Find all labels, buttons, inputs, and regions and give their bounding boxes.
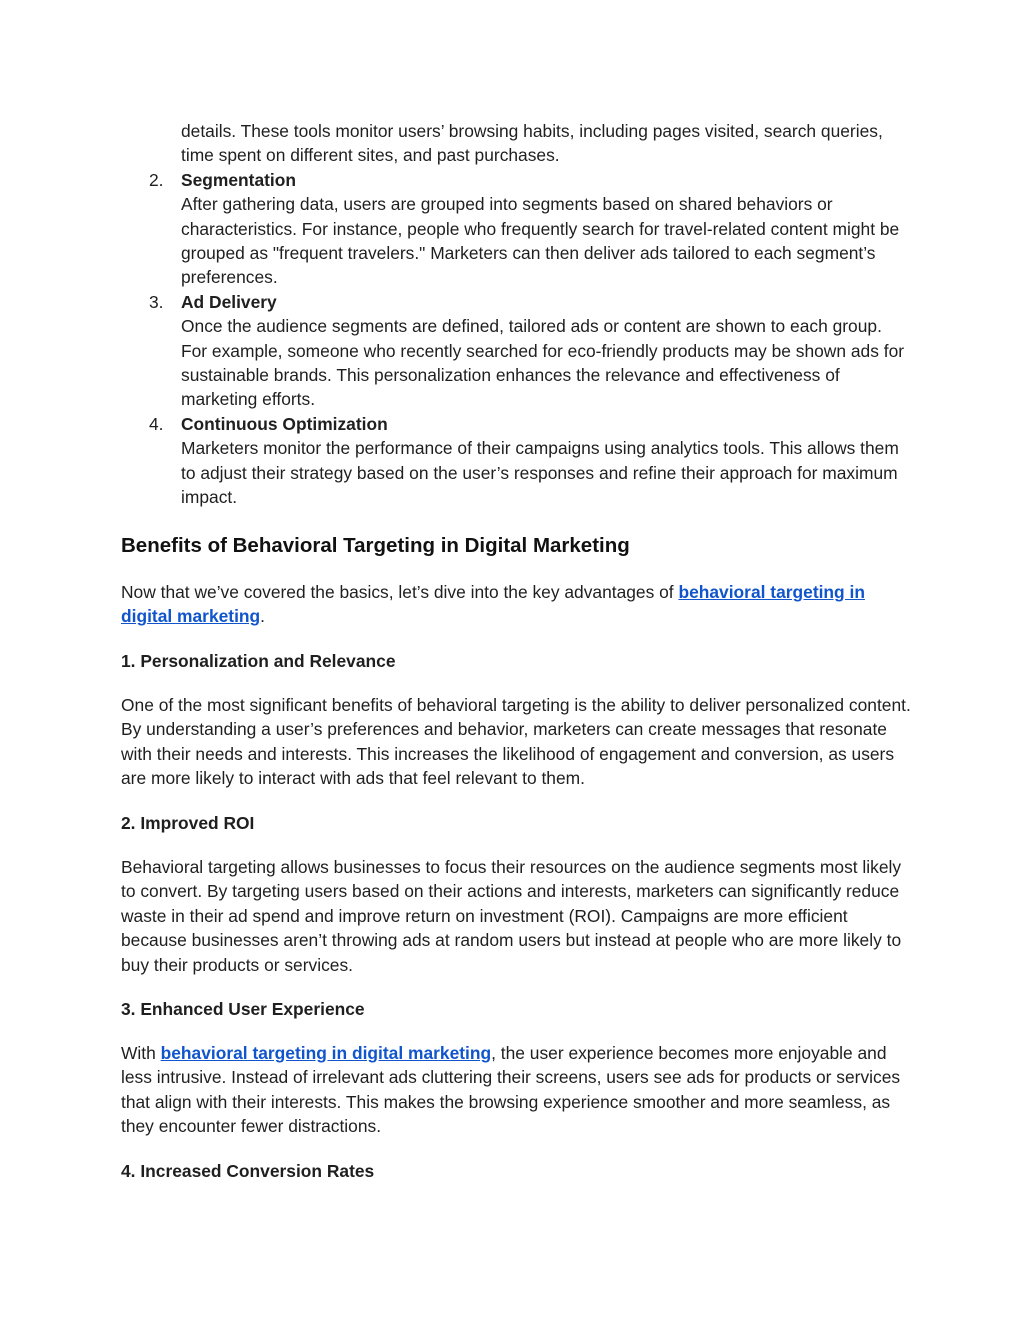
intro-paragraph (121, 580, 911, 629)
list-item-text: After gathering data, users are grouped into segments based on shared behaviors or characteristics. For instance, people who frequently search for travel-related content might be grouped as "frequent travelers." Marketers can then deliver ads tailored to each segment’s preferences. (181, 194, 900, 288)
list-item-text: Marketers monitor the performance of their campaigns using analytics tools. This allows them to adjust their strategy based on the user’s responses and refine their approach for maximum impact. (181, 438, 899, 508)
benefit-1-paragraph-wrap (121, 693, 911, 791)
benefit-1-heading: 1. Personalization and Relevance (121, 651, 396, 671)
benefit-1-paragraph: One of the most significant benefits of behavioral targeting is the ability to deliver personalized content. By understanding a user’s preferences and behavior, marketers can create messages that resonate with their needs and interests. This increases the likelihood of engagement and conversion, as users are more likely to interact with ads that feel relevant to them. (121, 695, 911, 789)
benefit-2-paragraph: Behavioral targeting allows businesses to focus their resources on the audience segments most likely to convert. By targeting users based on their actions and interests, marketers can significantly reduce waste in their ad spend and improve return on investment (ROI). Campaigns are more efficient because businesses aren’t throwing ads at random users but instead at people who are more likely to buy their products or services. (121, 857, 902, 975)
benefit-2-heading: 2. Improved ROI (121, 813, 255, 833)
benefit-3-paragraph-wrap (121, 1041, 911, 1139)
list-number: 2. (149, 169, 164, 190)
benefit-2-heading-wrap (121, 811, 911, 835)
list-item-ad-delivery (121, 290, 911, 412)
list-number: 3. (149, 291, 164, 312)
benefit-1-heading-wrap (121, 649, 911, 673)
benefit-3-text-end: , the user experience becomes more enjoyable and less intrusive. Instead of irrelevant ads cluttering their screens, users see ads for products or services that align with their interests. This makes the browsing experience smoother and more seamless, as they encounter fewer distractions. (121, 1043, 901, 1137)
list-item-title: Segmentation (181, 169, 296, 190)
benefit-3-heading: 3. Enhanced User Experience (121, 999, 365, 1019)
benefit-4-heading: 4. Increased Conversion Rates (121, 1161, 375, 1181)
list-item-continuous-optimization (121, 412, 911, 510)
intro-text: Now that we’ve covered the basics, let’s dive into the key advantages of (121, 582, 679, 602)
list-item-segmentation (121, 168, 911, 290)
list-item-text: Once the audience segments are defined, tailored ads or content are shown to each group. For example, someone who recently searched for eco-friendly products may be shown ads for sustainable brands. This personalization enhances the relevance and effectiveness of marketing efforts. (181, 316, 905, 410)
list-item-continuation: details. These tools monitor users’ browsing habits, including pages visited, search queries, time spent on different sites, and past purchases. (181, 121, 883, 166)
behavioral-targeting-link[interactable]: behavioral targeting in digital marketing (121, 582, 865, 627)
benefit-3-text-start: With (121, 1043, 161, 1063)
benefit-2-paragraph-wrap (121, 855, 911, 977)
benefit-4-heading-wrap (121, 1159, 911, 1183)
intro-paragraph-wrap (121, 580, 911, 629)
section-heading-wrap (121, 532, 911, 560)
benefit-3-heading-wrap (121, 997, 911, 1021)
list-item-title: Continuous Optimization (181, 413, 388, 434)
benefit-3-paragraph (121, 1041, 911, 1139)
numbered-list (121, 119, 911, 510)
list-item-title: Ad Delivery (181, 291, 277, 312)
section-heading: Benefits of Behavioral Targeting in Digital Marketing (121, 534, 630, 557)
intro-text-end: . (260, 606, 265, 627)
list-number: 4. (149, 413, 164, 434)
behavioral-targeting-link-2[interactable]: behavioral targeting in digital marketing (160, 1043, 492, 1063)
